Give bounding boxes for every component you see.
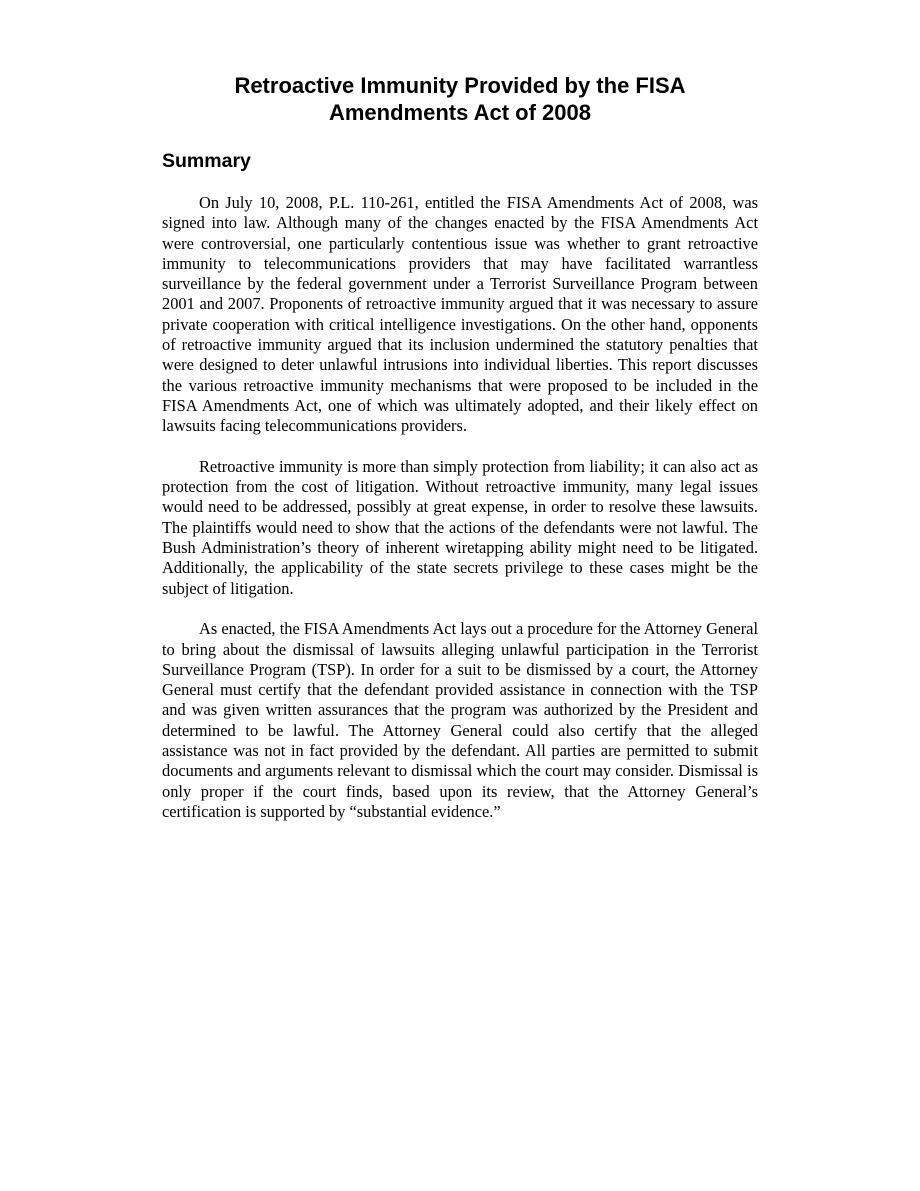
paragraph-2: Retroactive immunity is more than simply protection from liability; it can also act as protection from the cost of litigation. Without retroactive immunity, many legal issues would need to be addressed, possibly at great expense, in order to resolve these lawsuits. The plaintiffs would need to show that the actions of the defendants were not lawful. The Bush Administration’s theory of inherent wiretapping ability might need to be litigated. Additionally, the applicability of the state secrets privilege to these cases might be the subject of litigation. [162,456,758,598]
summary-body [162,193,758,843]
paragraph-3: As enacted, the FISA Amendments Act lays out a procedure for the Attorney General to bring about the dismissal of lawsuits alleging unlawful participation in the Terrorist Surveillance Program (TSP). In order for a suit to be dismissed by a court, the Attorney General must certify that the defendant provided assistance in connection with the TSP and was given written assurances that the program was authorized by the President and determined to be lawful. The Attorney General could also certify that the alleged assistance was not in fact provided by the defendant. All parties are permitted to submit documents and arguments relevant to dismissal which the court may consider. Dismissal is only proper if the court finds, based upon its review, that the Attorney General’s certification is supported by “substantial evidence.” [162,619,758,821]
paragraph-1: On July 10, 2008, P.L. 110-261, entitled the FISA Amendments Act of 2008, was signed into law. Although many of the changes enacted by the FISA Amendments Act were controversial, one particularly contentious issue was whether to grant retroactive immunity to telecommunications providers that may have facilitated warrantless surveillance by the federal government under a Terrorist Surveillance Program between 2001 and 2007. Proponents of retroactive immunity argued that it was necessary to assure private cooperation with critical intelligence investigations. On the other hand, opponents of retroactive immunity argued that its inclusion undermined the statutory penalties that were designed to deter unlawful intrusions into individual liberties. This report discusses the various retroactive immunity mechanisms that were proposed to be included in the FISA Amendments Act, one of which was ultimately adopted, and their likely effect on lawsuits facing telecommunications providers. [162,193,758,436]
title-line-1: Retroactive Immunity Provided by the FISA [234,72,686,98]
section-heading-summary: Summary [162,150,251,172]
document-title [160,72,760,126]
title-line-2: Amendments Act of 2008 [328,99,592,125]
